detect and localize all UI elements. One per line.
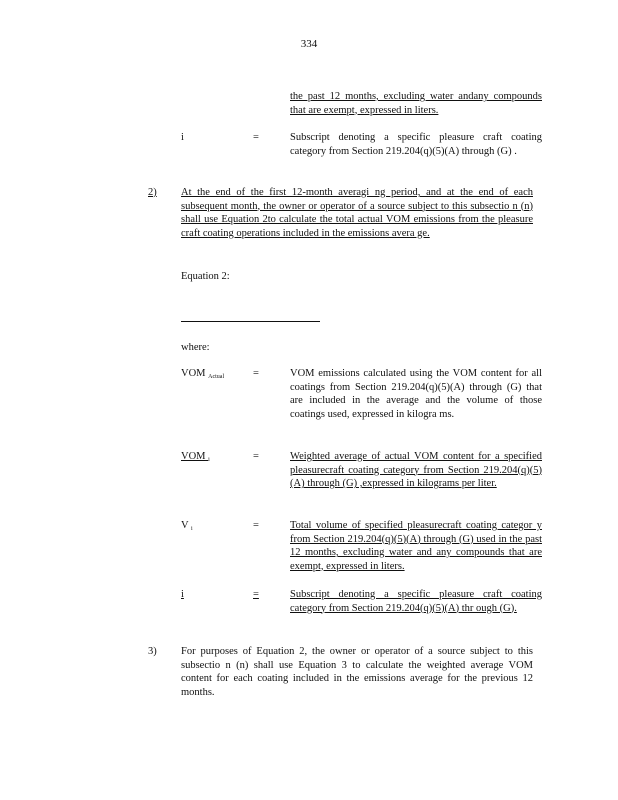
equals-sign: = <box>253 132 259 143</box>
paragraph-3-text: For purposes of Equation 2, the owner or operator of a source subject to this subsectio n (n) shall use Equation 3 to calculate the weighted average VOM content for each coating included in the emissions average for the previous 12 months. <box>181 646 533 698</box>
definition-text-i-bottom: Subscript denoting a specific pleasure craft coating category from Section 219.204(q)(5)(A) thr ough (G). <box>290 589 542 614</box>
equals-sign: = <box>253 451 259 462</box>
symbol-subscript: i <box>191 526 193 532</box>
definition-text-v-i: Total volume of specified pleasurecraft coating categor y from Section 219.204(q)(5)(A) through (G) used in the past 12 months, excluding water and any compounds that are exempt, expressed in liters. <box>290 520 542 572</box>
equation-rule <box>181 321 320 322</box>
definition-text-vom-i: Weighted average of actual VOM content for a specified pleasurecraft coating category from Section 219.204(q)(5)(A) through (G) ,expressed in kilograms per liter. <box>290 451 542 489</box>
definition-symbol-v-i: V $_i$ <box>181 520 193 532</box>
definition-symbol-i-bottom: i <box>181 589 184 600</box>
paragraph-number-2: 2) <box>148 187 157 198</box>
paragraph-number-3: 3) <box>148 646 157 657</box>
definition-text-i: Subscript denoting a specific pleasure craft coating category from Section 219.204(q)(5)(A) through (G) . <box>290 132 542 157</box>
where-label: where: <box>181 342 210 353</box>
equation-label: Equation 2: <box>181 271 230 282</box>
definition-symbol-vom-i: VOM $_i$ <box>181 451 210 463</box>
equals-sign: = <box>253 520 259 531</box>
equals-sign: = <box>253 368 259 379</box>
symbol-subscript: i <box>208 457 210 463</box>
definition-continuation: the past 12 months, excluding water andany compounds that are exempt, expressed in liters. <box>290 91 542 116</box>
definition-symbol-i: i <box>181 132 184 143</box>
equals-sign: = <box>253 589 259 600</box>
symbol-subscript: Actual <box>208 374 225 380</box>
definition-symbol-vom-actual: VOM $_{Actual}$ <box>181 368 225 380</box>
paragraph-2-text: At the end of the first 12-month averagi ng period, and at the end of each subsequent month, the owner or operator of a source subject to this subsectio n (n) shall use Equation 2to calculate the total actual VOM emissions from the pleasure craft coating operations included in the emissions avera ge. <box>181 187 533 239</box>
page-number: 334 <box>300 38 318 50</box>
definition-text-vom-actual: VOM emissions calculated using the VOM content for all coatings from Section 219.204(q)(5)(A) through (G) that are included in the average and the volume of those coatings used, expressed in kilogra ms. <box>290 368 542 420</box>
